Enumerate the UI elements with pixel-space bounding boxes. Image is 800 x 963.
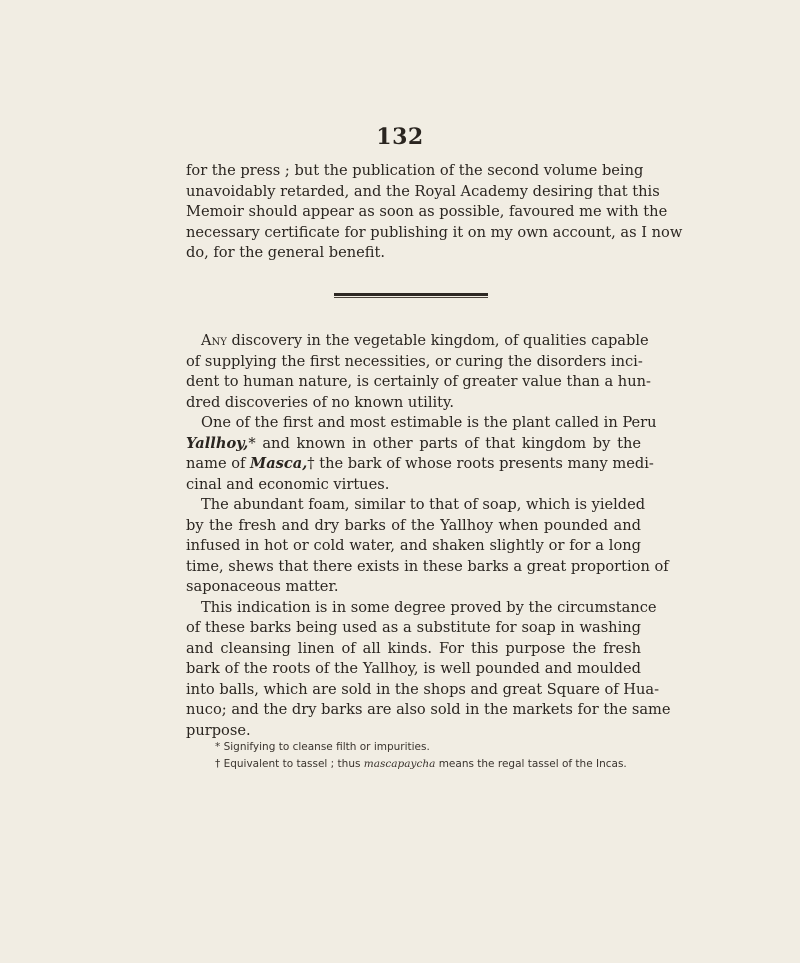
text-line: and cleansing linen of all kinds. For this purpose the fresh: [186, 639, 641, 657]
italic-term: Yallhoy,: [186, 434, 249, 452]
text-line: into balls, which are sold in the shops and great Square of Hua-: [186, 680, 660, 698]
text-line: One of the first and most estimable is the plant called in Peru: [201, 414, 657, 431]
divider-thin-line: [334, 297, 488, 298]
text-line: dred discoveries of no known utility.: [186, 393, 454, 411]
text-line: purpose.: [186, 721, 251, 739]
text-line: cinal and economic virtues.: [186, 475, 390, 493]
text-line: [186, 434, 641, 455]
footnote-italic-term: mascapaycha: [363, 758, 436, 770]
footnote-text: Equivalent to tassel ; thus: [223, 758, 364, 770]
text-line: bark of the roots of the Yallhoy, is well pounded and moulded: [186, 660, 641, 677]
text-line: of these barks being used as a substitute for soap in washing: [186, 619, 641, 636]
text-line: infused in hot or cold water, and shaken slightly or for a long: [186, 537, 641, 554]
text-line: do, for the general benefit.: [186, 244, 385, 261]
text-line: The abundant foam, similar to that of soap, which is yielded: [201, 496, 646, 513]
text-line: saponaceous matter.: [186, 578, 339, 595]
text-line: [186, 454, 654, 475]
text-run: name of: [186, 455, 251, 472]
text-line: nuco; and the dry barks are also sold in the markets for the same: [186, 701, 671, 718]
page-number: 132: [376, 124, 424, 150]
footnote-text: Signifying to cleanse filth or impurities.: [223, 741, 430, 753]
footnote: [215, 739, 645, 756]
text-line: This indication is in some degree proved by the circumstance: [201, 598, 657, 616]
text-line: unavoidably retarded, and the Royal Academy desiring that this: [186, 182, 660, 200]
text-run: discovery in the vegetable kingdom, of qualities capable: [226, 332, 649, 349]
text-line: dent to human nature, is certainly of greater value than a hun-: [186, 373, 651, 390]
footnote-text: means the regal tassel of the Incas.: [435, 758, 627, 770]
footnotes: [215, 739, 645, 773]
italic-term: Masca,: [250, 455, 308, 472]
text-line: time, shews that there exists in these barks a great proportion of: [186, 557, 669, 575]
text-line: of supplying the first necessities, or curing the disorders inci-: [186, 352, 643, 370]
text-run: * and known in other parts of that kingdom by the: [248, 434, 641, 452]
text-line: by the fresh and dry barks of the Yallhoy when pounded and: [186, 516, 641, 534]
text-line: [186, 331, 649, 352]
divider-thick-line: [334, 293, 488, 296]
continuation-paragraph: [186, 161, 683, 264]
main-text: [186, 331, 671, 741]
section-divider-rule: [334, 292, 488, 298]
text-line: Memoir should appear as soon as possible, favoured me with the: [186, 203, 668, 220]
footnote-mark: †: [215, 758, 221, 770]
footnote: [215, 756, 645, 773]
text-line: for the press ; but the publication of the second volume being: [186, 162, 644, 179]
text-run: † the bark of whose roots presents many medi-: [307, 455, 654, 472]
footnote-mark: *: [215, 741, 221, 753]
small-caps-word: Any: [201, 332, 227, 349]
text-line: necessary certificate for publishing it on my own account, as I now: [186, 223, 683, 241]
